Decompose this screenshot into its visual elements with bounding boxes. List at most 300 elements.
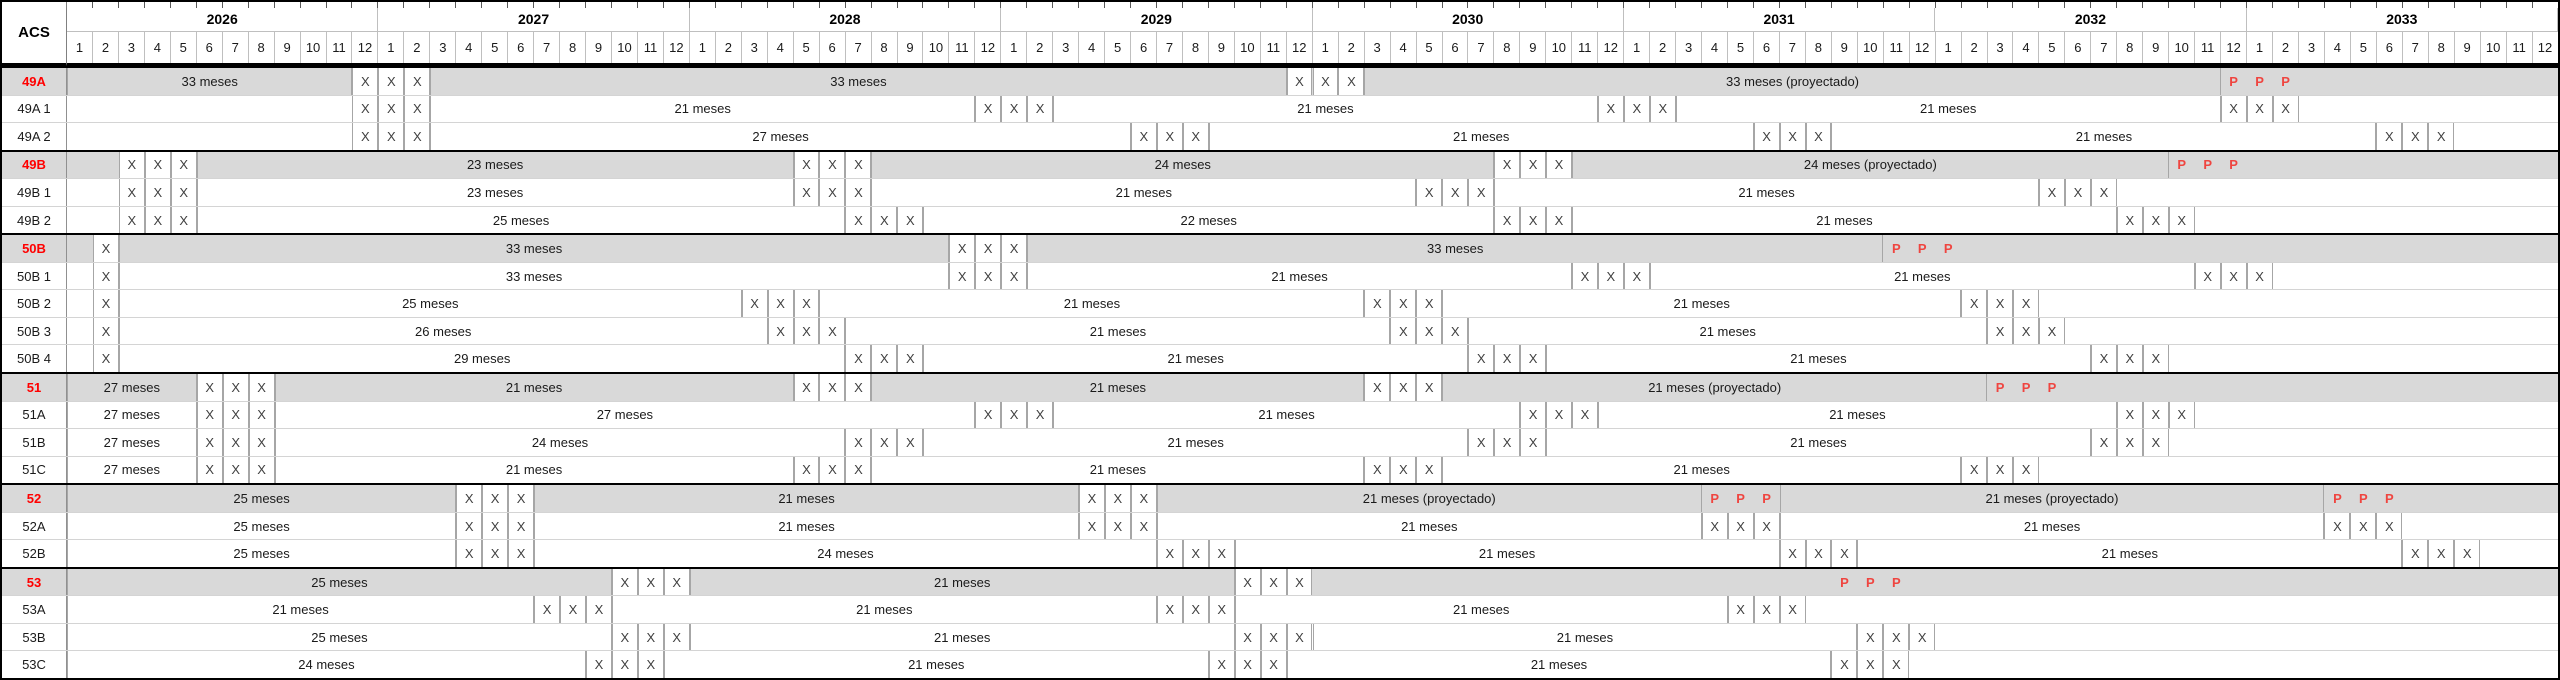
schedule-row-50B-2 <box>2 289 2558 317</box>
month-label: 6 <box>1754 32 1780 63</box>
month-label: 6 <box>2377 32 2403 63</box>
month-label: 8 <box>249 32 275 63</box>
projected-p-cell: P <box>1736 490 1745 506</box>
month-label: 7 <box>846 32 872 63</box>
month-label: 1 <box>2247 32 2273 63</box>
outage-x-cell: X <box>1624 263 1650 290</box>
month-label: 5 <box>1417 32 1443 63</box>
outage-x-cell: X <box>2013 457 2039 484</box>
outage-x-cell: X <box>664 569 690 596</box>
outage-x-cell: X <box>93 318 119 345</box>
row-cells <box>67 290 2558 317</box>
outage-x-cell: X <box>1494 429 1520 456</box>
schedule-rows <box>2 66 2558 678</box>
span-segment: 27 meses <box>275 402 976 429</box>
outage-x-cell: X <box>897 429 923 456</box>
outage-x-cell: X <box>1572 263 1598 290</box>
schedule-row-51C <box>2 456 2558 484</box>
projected-p-cell: P <box>2203 157 2213 173</box>
outage-x-cell: X <box>1546 402 1572 429</box>
span-segment: 33 meses <box>67 68 352 95</box>
outage-x-cell: X <box>2143 402 2169 429</box>
outage-x-cell: X <box>1157 596 1183 623</box>
row-cells <box>67 345 2558 372</box>
outage-x-cell: X <box>638 624 664 651</box>
outage-x-cell: X <box>1442 179 1468 206</box>
outage-x-cell: X <box>249 402 275 429</box>
outage-x-cell: X <box>1883 651 1909 678</box>
month-label: 12 <box>2221 32 2247 63</box>
row-cells <box>67 569 2558 596</box>
month-label: 1 <box>690 32 716 63</box>
month-label: 3 <box>430 32 456 63</box>
outage-x-cell: X <box>2247 263 2273 290</box>
span-segment: 21 meses <box>1676 96 2221 123</box>
outage-x-cell: X <box>197 429 223 456</box>
span-segment: 33 meses <box>430 68 1286 95</box>
outage-x-cell: X <box>223 402 249 429</box>
outage-x-cell: X <box>845 345 871 372</box>
outage-x-cell: X <box>93 263 119 290</box>
outage-x-cell: X <box>1442 318 1468 345</box>
month-label: 10 <box>301 32 327 63</box>
outage-x-cell: X <box>1390 374 1416 401</box>
outage-x-cell: X <box>897 207 923 234</box>
outage-x-cell: X <box>1961 457 1987 484</box>
month-label: 12 <box>1598 32 1624 63</box>
outage-x-cell: X <box>1468 179 1494 206</box>
outage-x-cell: X <box>1079 485 1105 512</box>
outage-x-cell: X <box>223 429 249 456</box>
projected-p-cell: P <box>1840 574 1849 590</box>
span-segment: 21 meses <box>845 318 1390 345</box>
outage-x-cell: X <box>1131 123 1157 150</box>
projected-p-cell: P <box>1891 574 1901 590</box>
outage-x-cell: X <box>1857 651 1883 678</box>
outage-x-cell: X <box>404 96 430 123</box>
outage-x-cell: X <box>1780 540 1806 567</box>
span-segment: 29 meses <box>119 345 846 372</box>
outage-x-cell: X <box>1520 429 1546 456</box>
outage-x-cell: X <box>93 290 119 317</box>
row-label: 53C <box>2 651 67 678</box>
projected-p-cell: P <box>1917 241 1927 257</box>
outage-x-cell: X <box>638 651 664 678</box>
month-label: 4 <box>1079 32 1105 63</box>
month-label: 9 <box>1832 32 1858 63</box>
month-label: 12 <box>1287 32 1313 63</box>
projected-p-cell: P <box>2229 73 2238 89</box>
outage-x-cell: X <box>1598 263 1624 290</box>
row-label: 51 <box>2 374 67 401</box>
month-label: 10 <box>1546 32 1572 63</box>
outage-x-cell: X <box>819 374 845 401</box>
outage-x-cell: X <box>1650 96 1676 123</box>
span-segment: 21 meses <box>664 651 1209 678</box>
outage-x-cell: X <box>1987 290 2013 317</box>
span-segment: 25 meses <box>67 485 456 512</box>
outage-x-cell: X <box>1624 96 1650 123</box>
schedule-row-51B <box>2 428 2558 456</box>
outage-x-cell: X <box>897 345 923 372</box>
month-label: 1 <box>1313 32 1339 63</box>
row-cells <box>67 318 2558 345</box>
span-segment: 25 meses <box>67 624 612 651</box>
outage-x-cell: X <box>1754 596 1780 623</box>
outage-x-cell: X <box>2143 207 2169 234</box>
outage-x-cell: X <box>871 429 897 456</box>
month-label: 11 <box>327 32 353 63</box>
month-label: 2 <box>1962 32 1988 63</box>
outage-x-cell: X <box>2065 179 2091 206</box>
outage-x-cell: X <box>93 345 119 372</box>
projected-p-cell: P <box>1891 241 1901 257</box>
span-segment: 21 meses <box>67 596 534 623</box>
outage-x-cell: X <box>1287 624 1313 651</box>
span-segment: 21 meses <box>871 457 1364 484</box>
outage-x-cell: X <box>145 179 171 206</box>
outage-x-cell: X <box>586 596 612 623</box>
outage-x-cell: X <box>1001 402 1027 429</box>
row-label: 50B 2 <box>2 290 67 317</box>
span-segment: 22 meses <box>923 207 1494 234</box>
outage-x-cell: X <box>1157 123 1183 150</box>
outage-x-cell: X <box>1261 569 1287 596</box>
row-cells <box>67 263 2558 290</box>
outage-x-cell: X <box>249 457 275 484</box>
outage-x-cell: X <box>975 235 1001 262</box>
span-segment: 27 meses <box>430 123 1131 150</box>
outage-x-cell: X <box>1961 290 1987 317</box>
month-label: 8 <box>560 32 586 63</box>
outage-x-cell: X <box>145 152 171 179</box>
outage-x-cell: X <box>2143 345 2169 372</box>
outage-x-cell: X <box>1364 457 1390 484</box>
outage-x-cell: X <box>1520 152 1546 179</box>
span-segment: 21 meses <box>690 624 1235 651</box>
outage-x-cell: X <box>1390 318 1416 345</box>
month-label: 12 <box>975 32 1001 63</box>
month-label: 8 <box>1183 32 1209 63</box>
outage-x-cell: X <box>249 429 275 456</box>
span-segment: 21 meses <box>1235 596 1728 623</box>
outage-x-cell: X <box>2013 290 2039 317</box>
outage-x-cell: X <box>794 374 820 401</box>
year-label: 2030 <box>1313 8 1624 31</box>
schedule-row-53C <box>2 650 2558 678</box>
outage-x-cell: X <box>508 513 534 540</box>
row-cells <box>67 513 2558 540</box>
row-label: 49B 1 <box>2 179 67 206</box>
span-segment: 24 meses <box>534 540 1157 567</box>
outage-x-cell: X <box>2221 263 2247 290</box>
month-label: 6 <box>508 32 534 63</box>
outage-x-cell: X <box>612 569 638 596</box>
outage-x-cell: X <box>1754 513 1780 540</box>
schedule-row-49B-2 <box>2 206 2558 234</box>
outage-x-cell: X <box>1702 513 1728 540</box>
row-label: 53A <box>2 596 67 623</box>
row-label: 53B <box>2 624 67 651</box>
row-label: 50B 1 <box>2 263 67 290</box>
outage-x-cell: X <box>223 457 249 484</box>
span-segment: 21 meses <box>871 374 1364 401</box>
month-label: 6 <box>1131 32 1157 63</box>
outage-x-cell: X <box>2402 540 2428 567</box>
row-cells <box>67 152 2558 179</box>
outage-x-cell: X <box>1520 402 1546 429</box>
outage-x-cell: X <box>1261 624 1287 651</box>
month-label: 12 <box>664 32 690 63</box>
outage-x-cell: X <box>845 179 871 206</box>
month-label: 12 <box>352 32 378 63</box>
outage-x-cell: X <box>197 374 223 401</box>
span-segment: 21 meses <box>612 596 1157 623</box>
outage-x-cell: X <box>1806 540 1832 567</box>
month-label: 7 <box>534 32 560 63</box>
span-segment: 24 meses <box>275 429 846 456</box>
span-segment: 21 meses <box>1780 513 2325 540</box>
span-segment: 24 meses (proyectado) <box>1572 152 2169 179</box>
outage-x-cell: X <box>1209 540 1235 567</box>
span-segment: 21 meses <box>923 429 1468 456</box>
span-segment: 21 meses <box>1442 457 1961 484</box>
month-label: 1 <box>67 32 93 63</box>
month-label: 10 <box>612 32 638 63</box>
outage-x-cell: X <box>1416 457 1442 484</box>
row-cells <box>67 429 2558 456</box>
projected-p-cell: P <box>1995 379 2005 395</box>
outage-x-cell: X <box>223 374 249 401</box>
schedule-row-50B <box>2 233 2558 262</box>
year-label: 2027 <box>378 8 689 31</box>
month-label: 4 <box>2325 32 2351 63</box>
span-segment: 21 meses <box>275 374 794 401</box>
span-segment: 27 meses <box>67 402 197 429</box>
span-segment: 21 meses <box>1546 429 2091 456</box>
month-label: 5 <box>482 32 508 63</box>
schedule-row-51A <box>2 401 2558 429</box>
outage-x-cell: X <box>1857 624 1883 651</box>
outage-x-cell: X <box>171 179 197 206</box>
outage-x-cell: X <box>171 152 197 179</box>
outage-x-cell: X <box>456 485 482 512</box>
outage-x-cell: X <box>768 318 794 345</box>
month-label: 8 <box>872 32 898 63</box>
projected-p-cell: P <box>1943 241 1953 257</box>
schedule-row-50B-4 <box>2 344 2558 372</box>
outage-x-cell: X <box>1209 596 1235 623</box>
schedule-row-50B-1 <box>2 262 2558 290</box>
row-cells <box>67 179 2558 206</box>
outage-x-cell: X <box>819 318 845 345</box>
outage-x-cell: X <box>1831 540 1857 567</box>
span-segment: 21 meses <box>1546 345 2091 372</box>
outage-x-cell: X <box>1780 596 1806 623</box>
outage-x-cell: X <box>456 540 482 567</box>
outage-x-cell: X <box>1909 624 1935 651</box>
outage-x-cell: X <box>1754 123 1780 150</box>
span-segment: 27 meses <box>67 429 197 456</box>
outage-x-cell: X <box>1987 318 2013 345</box>
schedule-row-53B <box>2 623 2558 651</box>
outage-x-cell: X <box>1131 513 1157 540</box>
outage-x-cell: X <box>2013 318 2039 345</box>
month-label: 9 <box>586 32 612 63</box>
year-label: 2029 <box>1001 8 1312 31</box>
row-cells <box>67 402 2558 429</box>
year-row <box>67 8 2558 32</box>
schedule-row-49A-2 <box>2 122 2558 150</box>
row-label: 49B <box>2 152 67 179</box>
month-label: 8 <box>1806 32 1832 63</box>
outage-x-cell: X <box>2039 179 2065 206</box>
span-segment: 33 meses <box>119 235 949 262</box>
outage-x-cell: X <box>2350 513 2376 540</box>
outage-x-cell: X <box>1235 624 1261 651</box>
outage-x-cell: X <box>845 207 871 234</box>
projected-p-cell: P <box>2021 379 2031 395</box>
outage-x-cell: X <box>93 235 119 262</box>
outage-x-cell: X <box>1364 290 1390 317</box>
span-segment: 21 meses <box>534 513 1079 540</box>
projected-p-cell: P <box>1762 490 1771 506</box>
year-label: 2031 <box>1624 8 1935 31</box>
outage-x-cell: X <box>1157 540 1183 567</box>
outage-x-cell: X <box>2376 513 2402 540</box>
outage-x-cell: X <box>456 513 482 540</box>
row-cells <box>67 96 2558 123</box>
outage-x-cell: X <box>768 290 794 317</box>
outage-x-cell: X <box>819 152 845 179</box>
outage-x-cell: X <box>2091 345 2117 372</box>
month-label: 9 <box>1520 32 1546 63</box>
outage-x-cell: X <box>560 596 586 623</box>
outage-x-cell: X <box>1338 68 1364 95</box>
projected-p-cell: P <box>2177 157 2187 173</box>
month-label: 3 <box>742 32 768 63</box>
month-label: 12 <box>1910 32 1936 63</box>
month-label: 2 <box>93 32 119 63</box>
month-label: 12 <box>2533 32 2559 63</box>
month-label: 2 <box>1339 32 1365 63</box>
span-segment: 21 meses <box>1442 290 1961 317</box>
outage-x-cell: X <box>1416 290 1442 317</box>
month-label: 10 <box>1235 32 1261 63</box>
span-segment: 21 meses <box>1313 624 1858 651</box>
projected-p-cell: P <box>1866 574 1875 590</box>
outage-x-cell: X <box>664 624 690 651</box>
month-label: 10 <box>2169 32 2195 63</box>
outage-x-cell: X <box>171 207 197 234</box>
outage-x-cell: X <box>1261 651 1287 678</box>
schedule-row-52B <box>2 539 2558 567</box>
month-label: 9 <box>1209 32 1235 63</box>
outage-x-cell: X <box>404 123 430 150</box>
month-label: 9 <box>275 32 301 63</box>
row-label: 53 <box>2 569 67 596</box>
span-segment: 21 meses <box>923 345 1468 372</box>
row-label: 49A 2 <box>2 123 67 150</box>
month-label: 8 <box>1494 32 1520 63</box>
projected-p-cell: P <box>2255 73 2264 89</box>
span-segment: 33 meses (proyectado) <box>1364 68 2220 95</box>
month-label: 2 <box>716 32 742 63</box>
row-cells <box>67 68 2558 95</box>
outage-x-cell: X <box>1468 345 1494 372</box>
outage-x-cell: X <box>845 429 871 456</box>
outage-x-cell: X <box>1001 263 1027 290</box>
row-cells <box>67 207 2558 234</box>
outage-x-cell: X <box>404 68 430 95</box>
span-segment: 33 meses <box>1027 235 1883 262</box>
outage-x-cell: X <box>1468 429 1494 456</box>
outage-x-cell: X <box>352 68 378 95</box>
outage-x-cell: X <box>819 179 845 206</box>
span-segment: 21 meses <box>1831 123 2376 150</box>
outage-x-cell: X <box>1079 513 1105 540</box>
month-label: 2 <box>1027 32 1053 63</box>
row-cells <box>67 235 2558 262</box>
outage-x-cell: X <box>794 179 820 206</box>
outage-x-cell: X <box>1494 345 1520 372</box>
month-label: 5 <box>794 32 820 63</box>
span-segment: 21 meses (proyectado) <box>1442 374 1987 401</box>
outage-x-cell: X <box>482 485 508 512</box>
span-segment: 21 meses <box>1053 402 1520 429</box>
month-label: 3 <box>2299 32 2325 63</box>
schedule-row-53A <box>2 595 2558 623</box>
row-label: 52 <box>2 485 67 512</box>
row-label: 50B <box>2 235 67 262</box>
row-label: 52A <box>2 513 67 540</box>
outage-x-cell: X <box>1806 123 1832 150</box>
outage-x-cell: X <box>1313 68 1339 95</box>
span-segment: 21 meses (proyectado) <box>1780 485 2325 512</box>
outage-x-cell: X <box>508 485 534 512</box>
month-label: 7 <box>1157 32 1183 63</box>
outage-x-cell: X <box>1728 596 1754 623</box>
row-label: 52B <box>2 540 67 567</box>
outage-x-cell: X <box>2376 123 2402 150</box>
outage-x-cell: X <box>352 123 378 150</box>
span-segment: 21 meses <box>690 569 1235 596</box>
outage-x-cell: X <box>2091 179 2117 206</box>
row-cells <box>67 374 2558 401</box>
schedule-row-49B-1 <box>2 178 2558 206</box>
span-segment: 25 meses <box>67 513 456 540</box>
outage-x-cell: X <box>378 68 404 95</box>
month-label: 7 <box>1468 32 1494 63</box>
outage-x-cell: X <box>2117 402 2143 429</box>
month-label: 3 <box>119 32 145 63</box>
span-segment: 21 meses <box>1468 318 1987 345</box>
outage-x-cell: X <box>2117 429 2143 456</box>
month-label: 11 <box>1261 32 1287 63</box>
outage-x-cell: X <box>1520 345 1546 372</box>
outage-x-cell: X <box>1183 123 1209 150</box>
timeline-header <box>2 2 2558 66</box>
row-label: 49B 2 <box>2 207 67 234</box>
month-label: 5 <box>171 32 197 63</box>
outage-x-cell: X <box>1209 651 1235 678</box>
outage-x-cell: X <box>1390 290 1416 317</box>
outage-x-cell: X <box>794 290 820 317</box>
outage-x-cell: X <box>586 651 612 678</box>
outage-x-cell: X <box>949 235 975 262</box>
outage-x-cell: X <box>119 179 145 206</box>
outage-x-cell: X <box>1235 651 1261 678</box>
